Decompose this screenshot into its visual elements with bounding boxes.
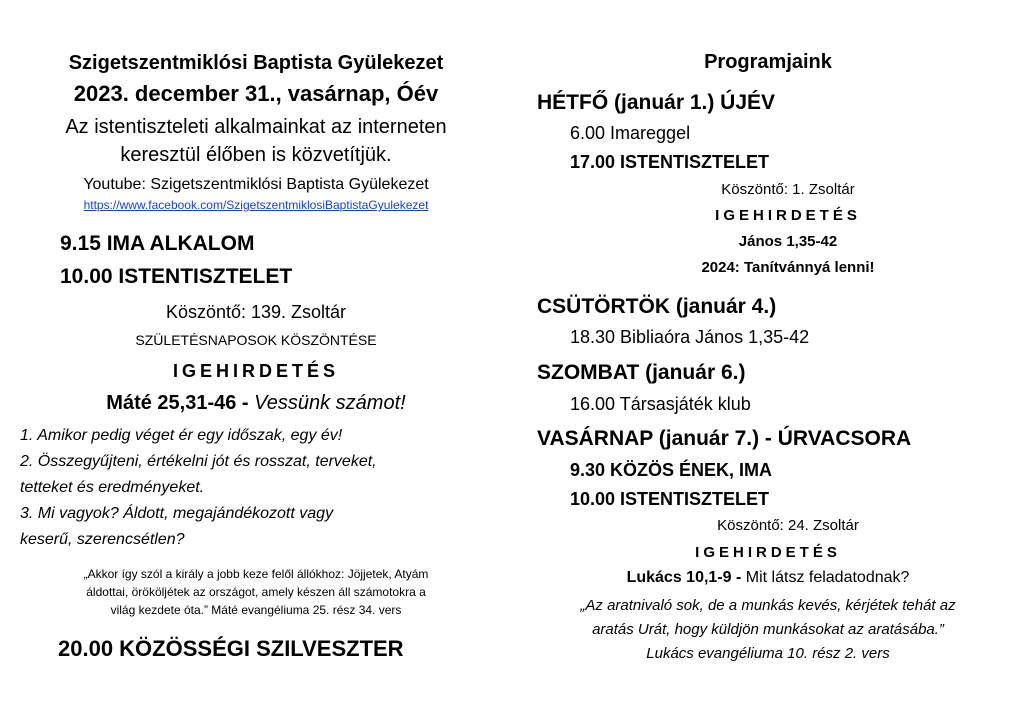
youtube-text: Youtube: Szigetszentmiklósi Baptista Gyülekezet (83, 176, 429, 193)
monday-greeting: Köszöntő: 1. Zsoltár (721, 181, 855, 198)
prayer-time: 9.15 IMA ALKALOM (60, 232, 255, 255)
monday-heading: HÉTFŐ (január 1.) ÚJÉV (537, 91, 776, 114)
sermon-heading (0, 393, 512, 413)
monday-item-1: 6.00 Imareggel (570, 123, 691, 143)
church-name: Szigetszentmiklósi Baptista Gyülekezet (68, 52, 444, 74)
right-quote-line-3: Lukács evangéliuma 10. rész 2. vers (646, 645, 890, 662)
sunday-greeting: Köszöntő: 24. Zsoltár (717, 517, 859, 534)
quote-line-2: áldottai, örököljétek az országot, amely készen áll számotokra a (86, 585, 426, 599)
thursday-item-1: 18.30 Bibliaóra János 1,35-42 (570, 327, 810, 347)
point-2: 2. Összegyűjteni, értékelni jót és rosszat, terveket, (20, 453, 377, 470)
intro-line-1: Az istentiszteleti alkalmainkat az interneten (65, 116, 447, 138)
thursday-heading: CSÜTÖRTÖK (január 4.) (537, 295, 777, 318)
quote-line-3: világ kezdete óta.” Máté evangéliuma 25. rész 34. vers (110, 603, 402, 617)
sunday-sermon-title: Mit látsz feladatodnak? (745, 569, 910, 586)
saturday-heading: SZOMBAT (január 6.) (537, 361, 746, 384)
monday-item-2: 17.00 ISTENTISZTELET (570, 152, 770, 172)
sunday-sermon-ref: Lukács 10,1-9 - (626, 569, 742, 586)
point-3: 3. Mi vagyok? Áldott, megajándékozott vagy (20, 505, 334, 522)
service-time: 10.00 ISTENTISZTELET (60, 265, 293, 288)
sermon-reference: Máté 25,31-46 - (106, 392, 249, 414)
programs-title: Programjaink (704, 51, 832, 73)
evening-event: 20.00 KÖZÖSSÉGI SZILVESZTER (58, 636, 404, 661)
monday-sermon-ref: János 1,35-42 (738, 233, 838, 250)
right-quote-line-2: aratás Urát, hogy küldjön munkásokat az aratásába.” (592, 621, 944, 638)
sermon-title: Vessünk számot! (254, 392, 406, 414)
sermon-label: IGEHIRDETÉS (172, 361, 340, 381)
point-2-cont: tetteket és eredményeket. (20, 479, 205, 496)
sunday-sermon-label: IGEHIRDETÉS (695, 544, 841, 561)
sunday-sermon-heading (512, 570, 1024, 586)
monday-sermon-label: IGEHIRDETÉS (715, 207, 861, 224)
intro-line-2: keresztül élőben is közvetítjük. (120, 144, 392, 166)
service-date: 2023. december 31., vasárnap, Óév (73, 81, 439, 106)
point-3-cont: keserű, szerencsétlen? (20, 531, 185, 548)
saturday-item-1: 16.00 Társasjáték klub (570, 394, 751, 414)
year-motto: 2024: Tanítvánnyá lenni! (701, 259, 875, 276)
right-quote-line-1: „Az aratnivaló sok, de a munkás kevés, kérjétek tehát az (580, 597, 956, 614)
point-1: 1. Amikor pedig véget ér egy időszak, egy év! (20, 427, 343, 444)
facebook-link[interactable]: https://www.facebook.com/SzigetszentmiklosiBaptistaGyulekezet (83, 198, 429, 212)
sunday-heading: VASÁRNAP (január 7.) - ÚRVACSORA (537, 427, 912, 450)
greeting-psalm: Köszöntő: 139. Zsoltár (165, 302, 347, 322)
quote-line-1: „Akkor így szól a király a jobb keze felől állókhoz: Jöjjetek, Atyám (83, 567, 429, 581)
sunday-item-2: 10.00 ISTENTISZTELET (570, 489, 770, 509)
birthday-greeting: SZÜLETÉSNAPOSOK KÖSZÖNTÉSE (135, 332, 377, 348)
sunday-item-1: 9.30 KÖZÖS ÉNEK, IMA (570, 460, 773, 480)
